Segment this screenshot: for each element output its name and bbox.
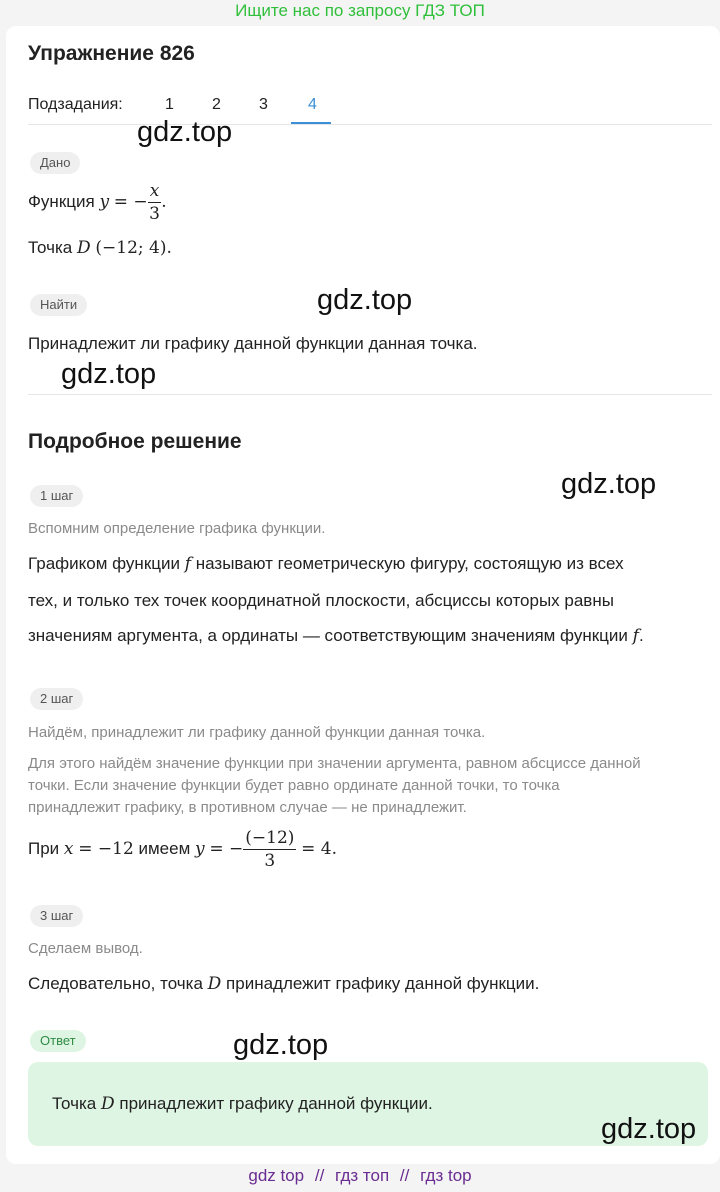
answer-text <box>52 1094 433 1114</box>
step3-pill: 3 шаг <box>30 905 83 927</box>
tab-subtask-2[interactable]: 2 <box>212 96 221 113</box>
exercise-card <box>6 26 720 1164</box>
calc-mid: имеем <box>138 839 191 858</box>
step1-line2: тех, и только тех точек координатной плоскости, абсциссы которых равны <box>28 591 614 610</box>
function-end: . <box>161 192 167 212</box>
page-title: Упражнение 826 <box>28 42 195 65</box>
calc-pre: При <box>28 839 60 858</box>
given-point <box>28 238 172 258</box>
watermark: gdz.top <box>317 284 413 316</box>
footer-links <box>0 1166 720 1186</box>
active-tab-indicator <box>291 122 331 124</box>
given-function <box>28 180 167 225</box>
answer-text-a: Точка <box>52 1094 97 1113</box>
find-text: Принадлежит ли графику данной функции данная точка. <box>28 334 478 353</box>
step3-text-a: Следовательно, точка <box>28 974 203 993</box>
step1-f2: f <box>632 626 639 646</box>
watermark: gdz.top <box>561 468 657 500</box>
point-name: D <box>77 238 91 258</box>
function-eq: = − <box>113 192 148 212</box>
top-banner[interactable]: Ищите нас по запросу ГДЗ ТОП <box>235 1 485 20</box>
calc-x: x <box>63 839 74 859</box>
calc-xval: = −12 <box>78 839 134 859</box>
answer-pill: Ответ <box>30 1030 86 1052</box>
calc-fraction <box>243 827 296 872</box>
step1-line3 <box>28 626 644 646</box>
watermark: gdz.top <box>137 116 233 148</box>
step1-line1-a: Графиком функции <box>28 554 180 573</box>
function-y: y <box>99 192 110 212</box>
step2-note1: Для этого найдём значение функции при значении аргумента, равном абсциссе данной <box>28 755 641 772</box>
watermark: gdz.top <box>601 1113 697 1145</box>
step2-note3: принадлежит графику, в противном случае — не принадлежит. <box>28 799 467 816</box>
step1-f: f <box>184 554 192 574</box>
footer-separator: // <box>399 1166 410 1185</box>
footer-link-gdz-top[interactable]: gdz top <box>248 1166 305 1185</box>
tab-subtask-4[interactable]: 4 <box>308 96 317 113</box>
function-label: Функция <box>28 192 95 211</box>
tab-subtask-1[interactable]: 1 <box>165 96 174 113</box>
calc-eq: = − <box>209 839 244 859</box>
footer-link-gdz-top-ru[interactable]: гдз топ <box>335 1166 390 1185</box>
point-coords: (−12; 4) <box>95 238 167 258</box>
calc-result: = 4. <box>301 839 338 859</box>
step1-line1-b: называют геометрическую фигуру, состоящую из всех <box>195 554 624 573</box>
step2-hint: Найдём, принадлежит ли графику данной функции данная точка. <box>28 724 486 741</box>
answer-text-b: принадлежит графику данной функции. <box>119 1094 433 1113</box>
section-divider <box>28 394 712 395</box>
step2-calc <box>28 826 337 872</box>
step2-pill: 2 шаг <box>30 688 83 710</box>
fraction-numerator: x <box>149 181 160 202</box>
step3-text <box>28 974 539 994</box>
tabs-divider <box>28 124 712 125</box>
step1-line3-end: . <box>638 626 644 645</box>
watermark: gdz.top <box>233 1029 329 1061</box>
calc-y: y <box>195 839 205 859</box>
calc-numerator: (−12) <box>245 828 295 849</box>
point-end: . <box>166 238 172 258</box>
step1-hint: Вспомним определение графика функции. <box>28 520 326 537</box>
point-label: Точка <box>28 238 73 257</box>
answer-d: D <box>101 1094 115 1114</box>
function-fraction <box>148 180 162 225</box>
footer-link-gdz-top-mixed[interactable]: гдз top <box>420 1166 472 1185</box>
fraction-denominator: 3 <box>149 204 160 225</box>
solution-title: Подробное решение <box>28 430 242 453</box>
calc-denominator: 3 <box>264 851 276 872</box>
given-pill: Дано <box>30 152 80 174</box>
step2-note2: точки. Если значение функции будет равно ординате данной точки, то точка <box>28 777 560 794</box>
tab-subtask-3[interactable]: 3 <box>259 96 268 113</box>
watermark: gdz.top <box>61 358 157 390</box>
step1-line3-a: значениям аргумента, а ординаты — соответствующим значениям функции <box>28 626 628 645</box>
footer-separator: // <box>314 1166 325 1185</box>
subtasks-label: Подзадания: <box>28 96 123 113</box>
step3-hint: Сделаем вывод. <box>28 940 143 957</box>
step1-pill: 1 шаг <box>30 485 83 507</box>
find-pill: Найти <box>30 294 87 316</box>
step1-line1 <box>28 554 624 574</box>
step3-d: D <box>207 974 222 994</box>
step3-text-b: принадлежит графику данной функции. <box>226 974 540 993</box>
